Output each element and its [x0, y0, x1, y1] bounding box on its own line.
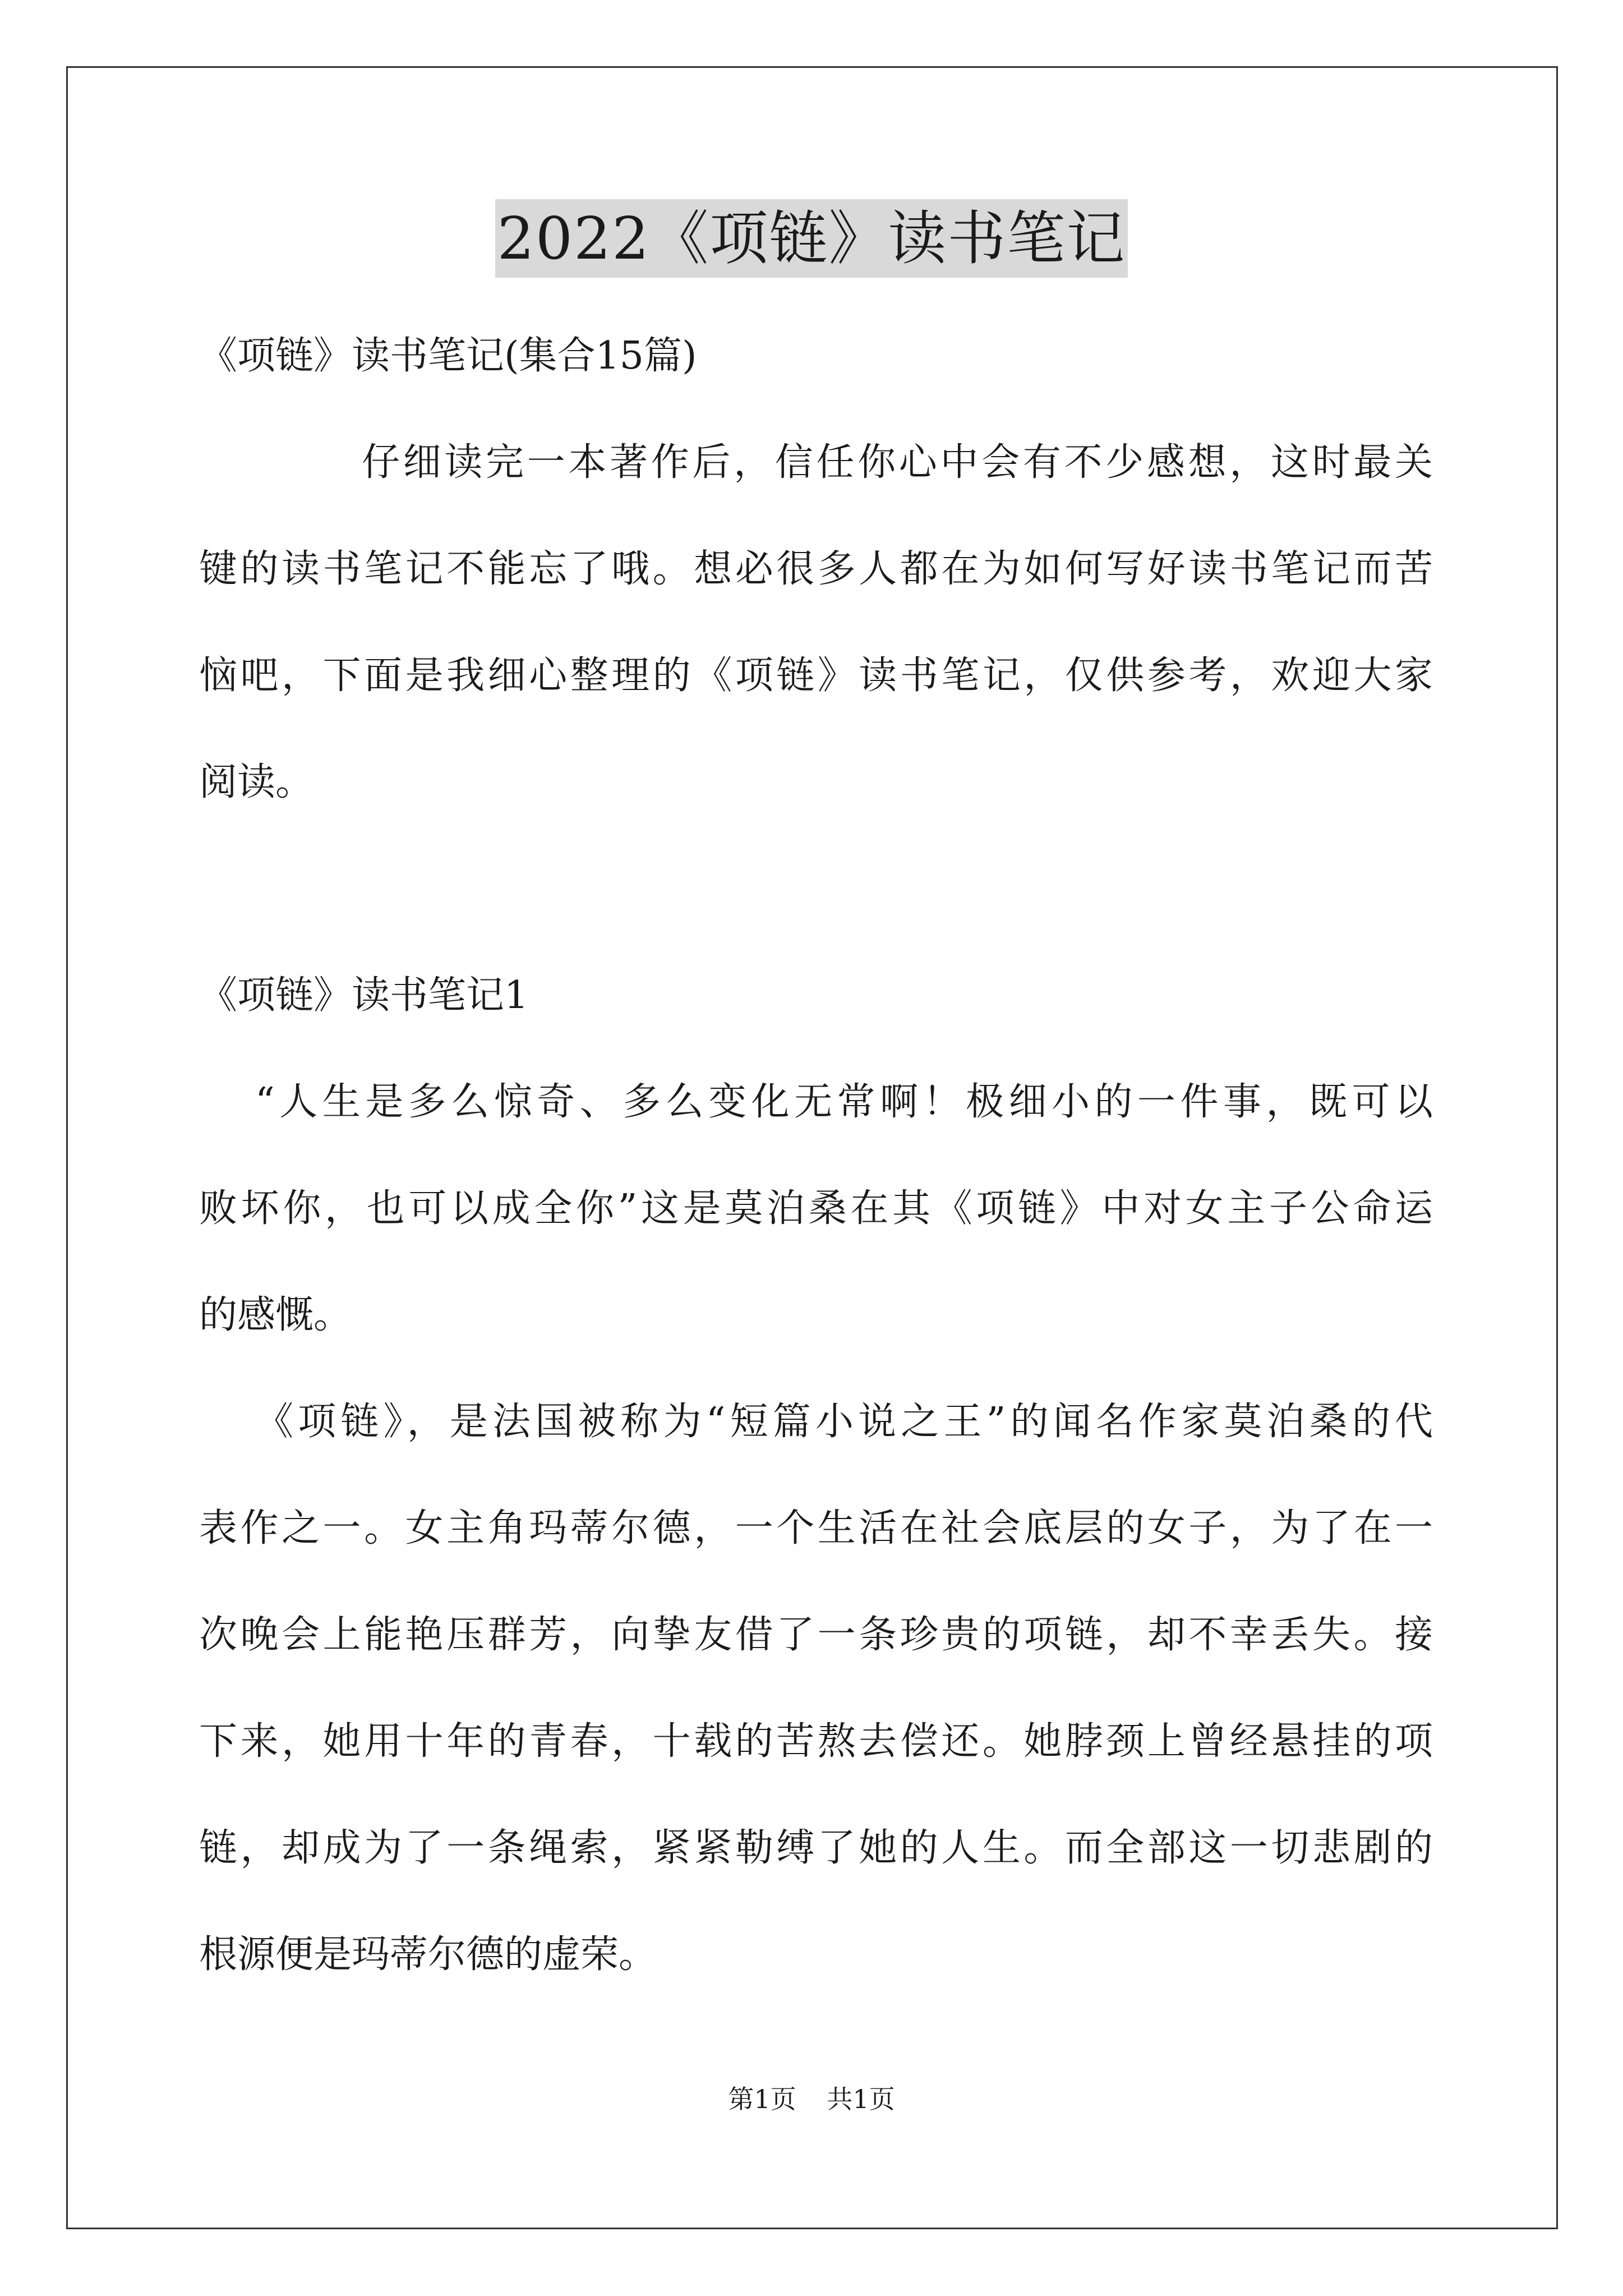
subtitle: 《项链》读书笔记(集合15篇)	[199, 334, 697, 378]
paragraph-line: “人生是多么惊奇、多么变化无常啊！极细小的一件事，既可以	[255, 1080, 1433, 1124]
paragraph-line: 的感慨。	[199, 1293, 352, 1337]
paragraph-line: 败坏你，也可以成全你”这是莫泊桑在其《项链》中对女主子公命运	[199, 1186, 1433, 1231]
intro-line: 阅读。	[199, 760, 314, 804]
document-body	[199, 303, 1433, 2008]
paragraph-line: 次晚会上能艳压群芳，向挚友借了一条珍贵的项链，却不幸丢失。接	[199, 1613, 1433, 1657]
intro-line: 仔细读完一本著作后，信任你心中会有不少感想，这时最关	[362, 440, 1433, 485]
title-container	[0, 199, 1623, 278]
page-number: 第1页	[728, 2084, 796, 2114]
spacer	[199, 836, 1433, 942]
page-total: 共1页	[827, 2084, 895, 2114]
intro-line: 恼吧，下面是我细心整理的《项链》读书笔记，仅供参考，欢迎大家	[199, 654, 1433, 698]
paragraph-line: 根源便是玛蒂尔德的虚荣。	[199, 1932, 657, 1977]
section-heading: 《项链》读书笔记1	[199, 973, 529, 1018]
page-footer	[0, 2082, 1623, 2116]
paragraph-line: 下来，她用十年的青春，十载的苦熬去偿还。她脖颈上曾经悬挂的项	[199, 1719, 1433, 1764]
paragraph-line: 链，却成为了一条绳索，紧紧勒缚了她的人生。而全部这一切悲剧的	[199, 1826, 1433, 1870]
intro-line: 键的读书笔记不能忘了哦。想必很多人都在为如何写好读书笔记而苦	[199, 547, 1433, 591]
paragraph-line: 《项链》，是法国被称为“短篇小说之王”的闻名作家莫泊桑的代	[255, 1400, 1433, 1444]
paragraph-line: 表作之一。女主角玛蒂尔德，一个生活在社会底层的女子，为了在一	[199, 1506, 1433, 1550]
document-title: 2022《项链》读书笔记	[495, 199, 1128, 278]
